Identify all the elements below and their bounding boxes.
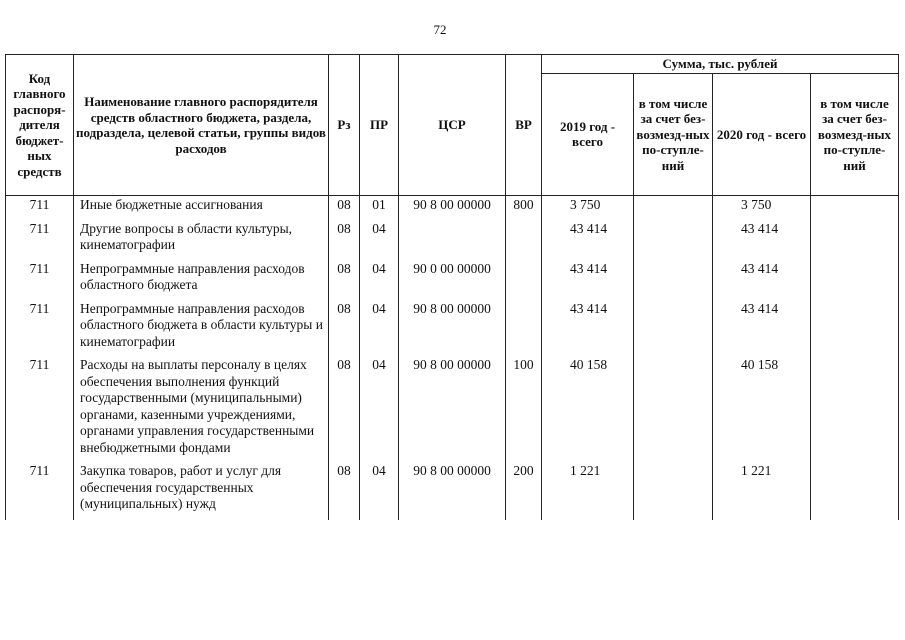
header-name: Наименование главного распорядителя средств областного бюджета, раздела, подраздела, целевой статьи, группы видов расходов [74, 55, 329, 196]
header-code: Код главного распоря-дителя бюджет-ных средств [6, 55, 74, 196]
cell-code: 711 [6, 357, 74, 463]
cell-2020-total: 43 414 [713, 221, 811, 261]
header-2020-free: в том числе за счет без-возмезд-ных по-ступле-ний [811, 73, 899, 196]
cell-name: Расходы на выплаты персоналу в целях обеспечения выполнения функций государственными (муниципальными) органами, казенными учреждениями, органами управления государственными внебюджетными фондами [74, 357, 329, 463]
cell-2020-total: 43 414 [713, 261, 811, 301]
table-row [6, 463, 899, 520]
table-row [6, 357, 899, 463]
budget-table-container [5, 54, 898, 520]
budget-table [5, 54, 899, 520]
cell-2019-free [634, 261, 713, 301]
cell-2020-total: 43 414 [713, 301, 811, 358]
header-rz: Рз [329, 55, 360, 196]
cell-csr [399, 221, 506, 261]
table-header [6, 55, 899, 196]
cell-rz: 08 [329, 221, 360, 261]
cell-rz: 08 [329, 357, 360, 463]
cell-2019-total: 40 158 [542, 357, 634, 463]
cell-csr: 90 8 00 00000 [399, 196, 506, 221]
cell-code: 711 [6, 301, 74, 358]
cell-rz: 08 [329, 196, 360, 221]
header-2019-free: в том числе за счет без-возмезд-ных по-ступле-ний [634, 73, 713, 196]
cell-name: Непрограммные направления расходов областного бюджета [74, 261, 329, 301]
cell-2020-free [811, 357, 899, 463]
cell-code: 711 [6, 463, 74, 520]
cell-2020-total: 1 221 [713, 463, 811, 520]
header-sum: Сумма, тыс. рублей [542, 55, 899, 74]
cell-2019-free [634, 301, 713, 358]
page-number: 72 [433, 22, 447, 37]
cell-2019-free [634, 196, 713, 221]
cell-vr [506, 221, 542, 261]
cell-code: 711 [6, 221, 74, 261]
cell-rz: 08 [329, 261, 360, 301]
cell-2020-free [811, 463, 899, 520]
cell-2020-total: 3 750 [713, 196, 811, 221]
cell-csr: 90 0 00 00000 [399, 261, 506, 301]
cell-pr: 04 [360, 261, 399, 301]
cell-vr: 100 [506, 357, 542, 463]
table-row [6, 301, 899, 358]
header-csr: ЦСР [399, 55, 506, 196]
header-2019-total: 2019 год - всего [542, 73, 634, 196]
cell-code: 711 [6, 261, 74, 301]
table-row [6, 261, 899, 301]
cell-vr: 800 [506, 196, 542, 221]
table-row [6, 196, 899, 221]
cell-csr: 90 8 00 00000 [399, 301, 506, 358]
cell-2019-free [634, 221, 713, 261]
table-row [6, 221, 899, 261]
cell-2020-total: 40 158 [713, 357, 811, 463]
cell-csr: 90 8 00 00000 [399, 463, 506, 520]
cell-code: 711 [6, 196, 74, 221]
cell-pr: 01 [360, 196, 399, 221]
cell-2020-free [811, 301, 899, 358]
cell-pr: 04 [360, 463, 399, 520]
cell-2019-total: 1 221 [542, 463, 634, 520]
cell-rz: 08 [329, 463, 360, 520]
cell-2019-total: 43 414 [542, 261, 634, 301]
cell-vr [506, 301, 542, 358]
cell-csr: 90 8 00 00000 [399, 357, 506, 463]
cell-2019-total: 43 414 [542, 221, 634, 261]
cell-pr: 04 [360, 221, 399, 261]
cell-pr: 04 [360, 301, 399, 358]
cell-2020-free [811, 261, 899, 301]
cell-name: Иные бюджетные ассигнования [74, 196, 329, 221]
cell-vr: 200 [506, 463, 542, 520]
cell-2019-total: 43 414 [542, 301, 634, 358]
cell-name: Другие вопросы в области культуры, кинематографии [74, 221, 329, 261]
cell-pr: 04 [360, 357, 399, 463]
cell-2019-free [634, 463, 713, 520]
cell-vr [506, 261, 542, 301]
cell-rz: 08 [329, 301, 360, 358]
header-2020-total: 2020 год - всего [713, 73, 811, 196]
header-vr: ВР [506, 55, 542, 196]
cell-2019-total: 3 750 [542, 196, 634, 221]
header-pr: ПР [360, 55, 399, 196]
cell-name: Закупка товаров, работ и услуг для обеспечения государственных (муниципальных) нужд [74, 463, 329, 520]
cell-2020-free [811, 196, 899, 221]
cell-2019-free [634, 357, 713, 463]
cell-name: Непрограммные направления расходов областного бюджета в области культуры и кинематографии [74, 301, 329, 358]
table-body [6, 196, 899, 520]
cell-2020-free [811, 221, 899, 261]
